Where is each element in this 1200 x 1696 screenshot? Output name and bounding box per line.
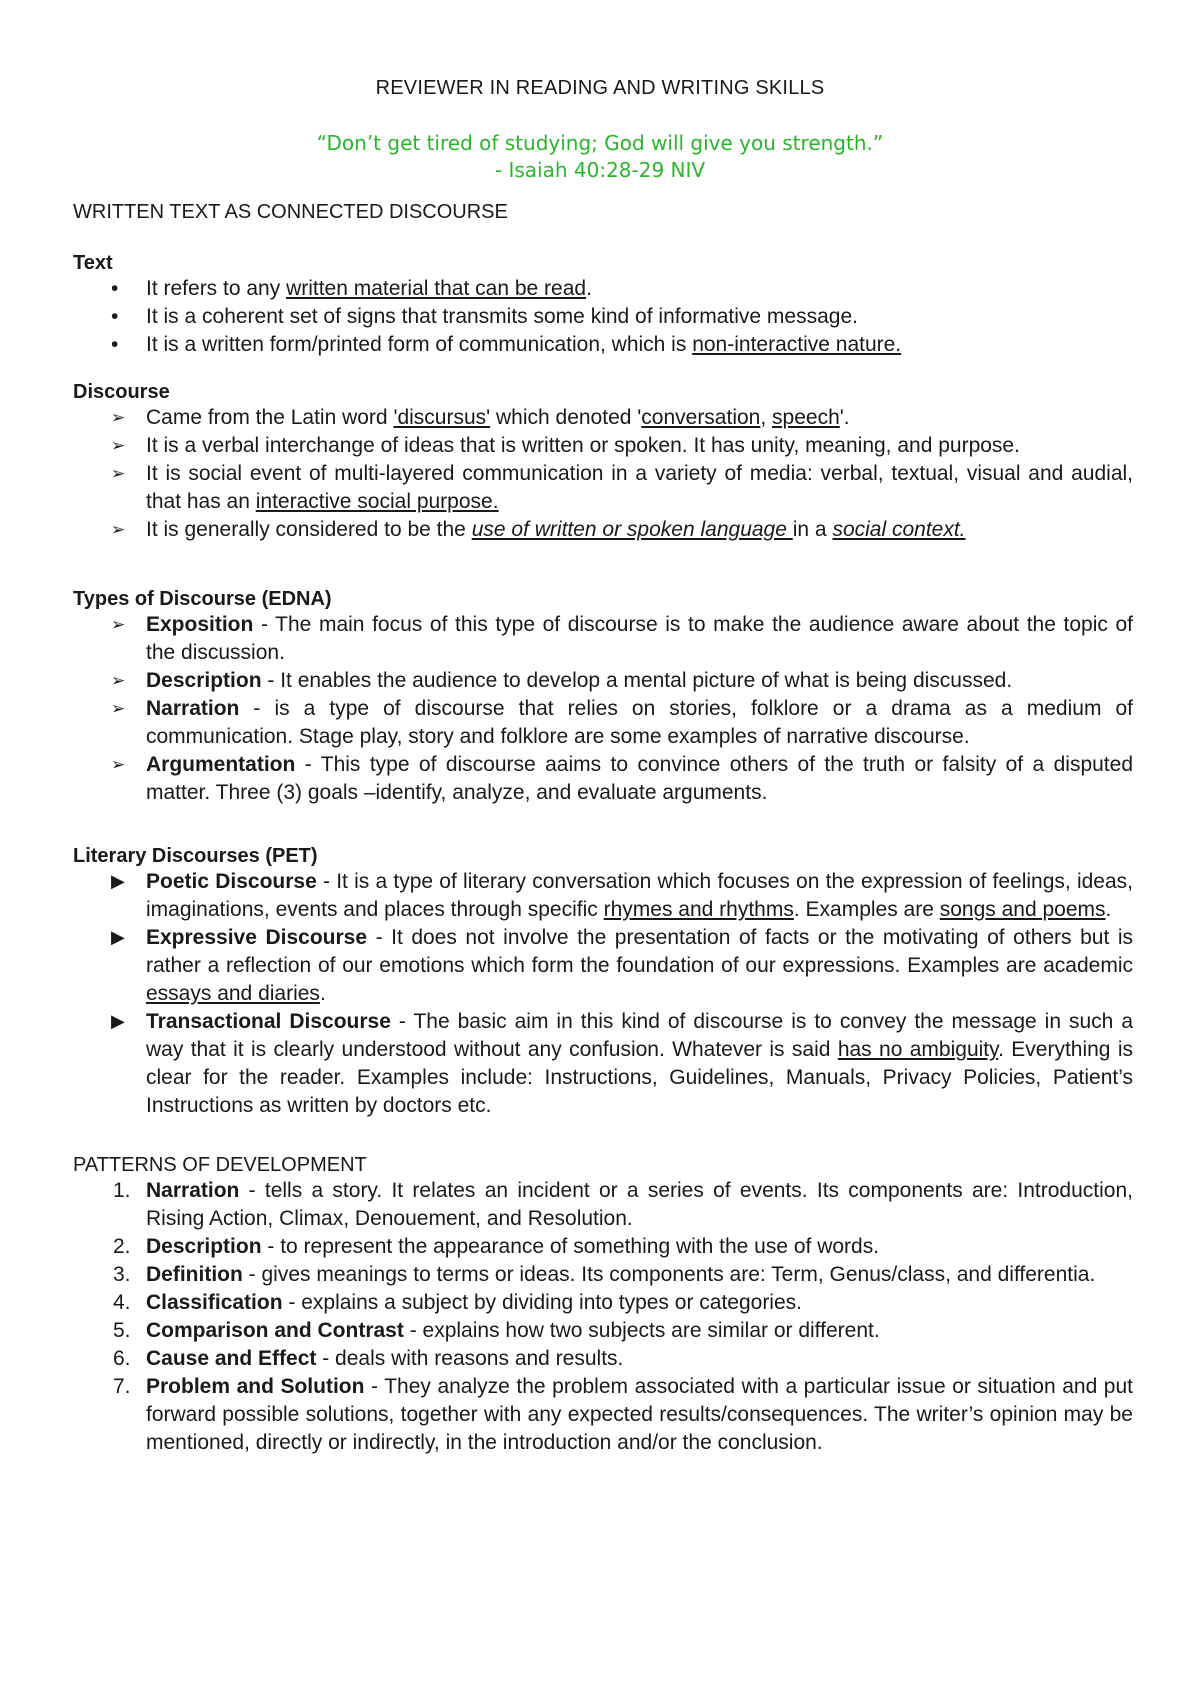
list-number: 7. xyxy=(113,1375,131,1398)
heading-literary-discourses: Literary Discourses (PET) xyxy=(73,845,318,867)
list-item: ▶ Expressive Discourse - It does not involve the presentation of facts or the motivating of others but is rather a reflection of our emotions which form the foundation of our expressions. Examples are academic essays and diaries. xyxy=(111,926,1134,1005)
list-item: 1. Narration - tells a story. It relates an incident or a series of events. Its components are: Introduction, Rising Action, Climax, Denouement, and Resolution. xyxy=(113,1179,1133,1230)
list-item: ▶ Poetic Discourse - It is a type of literary conversation which focuses on the expression of feelings, ideas, imaginations, events and places through specific rhymes and rhythms. Examples are songs and poems. xyxy=(111,870,1133,921)
quote-text: “Don’t get tired of studying; God will give you strength.” xyxy=(316,131,884,155)
heading-text: Text xyxy=(73,252,113,274)
bullet-icon: • xyxy=(111,277,119,300)
list-item: ➢ It is generally considered to be the use of written or spoken language in a social context. xyxy=(73,516,1133,544)
list-number: 1. xyxy=(113,1179,131,1202)
section-heading-patterns: PATTERNS OF DEVELOPMENT xyxy=(73,1154,367,1176)
arrow-bullet-icon: ➢ xyxy=(111,615,126,635)
list-item: ➢ Description - It enables the audience to develop a mental picture of what is being discussed. xyxy=(73,667,1133,695)
quote-source: - Isaiah 40:28-29 NIV xyxy=(494,158,706,182)
bullet-icon: • xyxy=(111,305,119,328)
bullet-icon: • xyxy=(111,333,119,356)
list-item: 6. Cause and Effect - deals with reasons and results. xyxy=(73,1345,1133,1373)
list-item: • It refers to any written material that can be read. xyxy=(73,275,1133,303)
list-item: 2. Description - to represent the appearance of something with the use of words. xyxy=(73,1233,1133,1261)
arrow-bullet-icon: ➢ xyxy=(111,755,126,775)
heading-types-of-discourse: Types of Discourse (EDNA) xyxy=(73,588,332,610)
document-title: REVIEWER IN READING AND WRITING SKILLS xyxy=(375,77,825,99)
arrow-bullet-icon: ➢ xyxy=(111,699,126,719)
discourse-list xyxy=(73,404,1133,544)
list-item: 5. Comparison and Contrast - explains how two subjects are similar or different. xyxy=(73,1317,1133,1345)
arrow-bullet-icon: ➢ xyxy=(111,464,126,484)
arrow-bullet-icon: ➢ xyxy=(111,671,126,691)
bible-quote xyxy=(0,130,1200,184)
triangle-bullet-icon: ▶ xyxy=(111,871,125,892)
list-item: ➢ Argumentation - This type of discourse aaims to convince others of the truth or falsity of a disputed matter. Three (3) goals –identify, analyze, and evaluate arguments. xyxy=(111,753,1133,804)
types-list xyxy=(73,611,1133,807)
list-number: 3. xyxy=(113,1263,131,1286)
list-item: ➢ It is a verbal interchange of ideas that is written or spoken. It has unity, meaning, and purpose. xyxy=(73,432,1133,460)
list-number: 6. xyxy=(113,1347,131,1370)
text-list xyxy=(73,275,1133,359)
patterns-list xyxy=(73,1177,1133,1457)
list-item: ➢ It is social event of multi-layered communication in a variety of media: verbal, textual, visual and audial, that has an interactive social purpose. xyxy=(111,462,1133,513)
list-item: 3. Definition - gives meanings to terms or ideas. Its components are: Term, Genus/class, and differentia. xyxy=(73,1261,1133,1289)
arrow-bullet-icon: ➢ xyxy=(111,408,126,428)
list-item: ➢ Narration - is a type of discourse that relies on stories, folklore or a drama as a medium of communication. Stage play, story and folklore are some examples of narrative discourse. xyxy=(111,697,1133,748)
list-number: 5. xyxy=(113,1319,131,1342)
list-item: • It is a coherent set of signs that transmits some kind of informative message. xyxy=(73,303,1133,331)
literary-list xyxy=(73,868,1133,1120)
list-item: ➢ Exposition - The main focus of this type of discourse is to make the audience aware about the topic of the discussion. xyxy=(111,613,1133,664)
list-item: 4. Classification - explains a subject by dividing into types or categories. xyxy=(73,1289,1133,1317)
list-number: 2. xyxy=(113,1235,131,1258)
list-number: 4. xyxy=(113,1291,131,1314)
list-item: ▶ Transactional Discourse - The basic aim in this kind of discourse is to convey the message in such a way that it is clearly understood without any confusion. Whatever is said has no ambiguity. Everything is clear for the reader. Examples include: Instructions, Guidelines, Manuals, Privacy Policies, Patient’s Instructions as written by doctors etc. xyxy=(111,1010,1134,1117)
list-item: • It is a written form/printed form of communication, which is non-interactive nature. xyxy=(73,331,1133,359)
section-heading-connected-discourse: WRITTEN TEXT AS CONNECTED DISCOURSE xyxy=(73,201,508,223)
list-item: 7. Problem and Solution - They analyze the problem associated with a particular issue or situation and put forward possible solutions, together with any expected results/consequences. The writer’s opinion may be mentioned, directly or indirectly, in the introduction and/or the conclusion. xyxy=(113,1375,1133,1454)
arrow-bullet-icon: ➢ xyxy=(111,520,126,540)
list-item: ➢ Came from the Latin word 'discursus' which denoted 'conversation, speech'. xyxy=(73,404,1133,432)
heading-discourse: Discourse xyxy=(73,381,170,403)
triangle-bullet-icon: ▶ xyxy=(111,927,125,948)
triangle-bullet-icon: ▶ xyxy=(111,1011,125,1032)
arrow-bullet-icon: ➢ xyxy=(111,436,126,456)
